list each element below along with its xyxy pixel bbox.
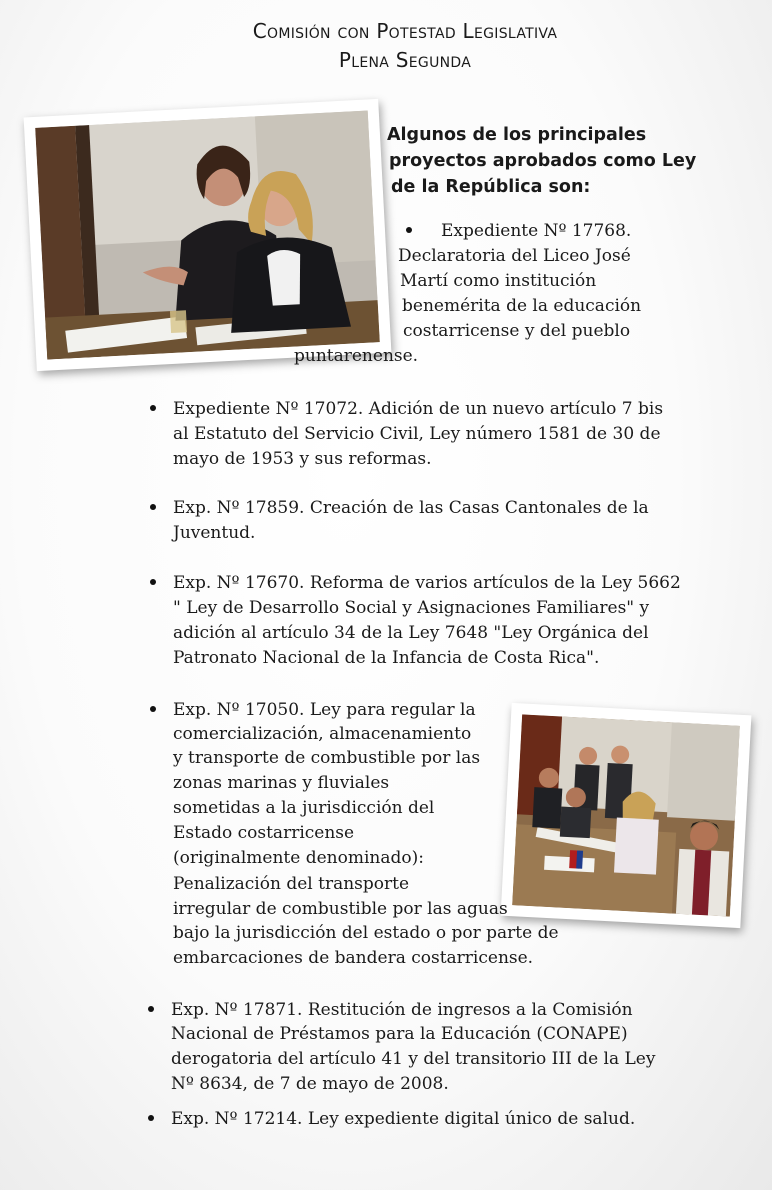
list-item-line: irregular de combustible por las aguas bbox=[173, 899, 508, 919]
list-item-line: sometidas a la jurisdicción del bbox=[173, 798, 435, 818]
list-item-line: Exp. Nº 17670. Reforma de varios artículos de la Ley 5662 bbox=[173, 573, 681, 593]
list-item-line: puntarenense. bbox=[294, 346, 419, 366]
photo-legislators-image bbox=[35, 110, 380, 359]
intro-line: de la República son: bbox=[391, 177, 591, 197]
list-item-line: Nº 8634, de 7 de mayo de 2008. bbox=[171, 1074, 449, 1094]
document-subtitle: Plena Segunda bbox=[338, 48, 472, 72]
list-item-line: comercialización, almacenamiento bbox=[173, 724, 472, 744]
photo-legislators-session bbox=[24, 99, 392, 371]
document-title: Comisión con Potestad Legislativa bbox=[252, 19, 558, 43]
list-item-line: Expediente Nº 17768. bbox=[441, 221, 632, 241]
intro-line: Algunos de los principales bbox=[387, 125, 647, 145]
list-item-line: Nacional de Préstamos para la Educación (CONAPE) bbox=[171, 1024, 628, 1044]
list-item-line: embarcaciones de bandera costarricense. bbox=[173, 948, 534, 968]
list-item-line: Juventud. bbox=[173, 523, 256, 543]
bullet-icon bbox=[148, 1006, 154, 1012]
bullet-icon bbox=[150, 706, 156, 712]
list-item-line: Patronato Nacional de la Infancia de Costa Rica". bbox=[173, 648, 600, 668]
bullet-icon bbox=[150, 405, 156, 411]
list-item-line: Exp. Nº 17050. Ley para regular la bbox=[173, 700, 476, 720]
intro-heading bbox=[387, 122, 717, 200]
list-item-line: Penalización del transporte bbox=[173, 874, 410, 894]
intro-line: proyectos aprobados como Ley bbox=[389, 151, 697, 171]
list-item-line: zonas marinas y fluviales bbox=[173, 773, 390, 793]
list-item-line: costarricense y del pueblo bbox=[403, 321, 631, 341]
photo-committee-session bbox=[501, 703, 752, 928]
list-item-line: mayo de 1953 y sus reformas. bbox=[173, 449, 432, 469]
list-item-line: Estado costarricense bbox=[173, 823, 355, 843]
list-item-line: (originalmente denominado): bbox=[173, 848, 424, 868]
bullet-icon bbox=[150, 504, 156, 510]
list-item-line: derogatoria del artículo 41 y del transitorio III de la Ley bbox=[171, 1049, 656, 1069]
list-item-line: y transporte de combustible por las bbox=[173, 748, 481, 768]
list-item-line: " Ley de Desarrollo Social y Asignaciones Familiares" y bbox=[173, 598, 650, 618]
bullet-icon bbox=[148, 1115, 154, 1121]
list-item-line: Declaratoria del Liceo José bbox=[398, 246, 631, 266]
list-item-line: Martí como institución bbox=[400, 271, 597, 291]
list-item-line: benemérita de la educación bbox=[402, 296, 642, 316]
list-item-line: Expediente Nº 17072. Adición de un nuevo artículo 7 bis bbox=[173, 399, 664, 419]
photo-committee-image bbox=[512, 714, 740, 916]
list-item-line: adición al artículo 34 de la Ley 7648 "Ley Orgánica del bbox=[173, 623, 649, 643]
list-item-line: bajo la jurisdicción del estado o por parte de bbox=[173, 923, 559, 943]
list-item-line: Exp. Nº 17871. Restitución de ingresos a la Comisión bbox=[171, 1000, 633, 1020]
list-item-line: al Estatuto del Servicio Civil, Ley número 1581 de 30 de bbox=[173, 424, 661, 444]
bullet-icon bbox=[406, 227, 412, 233]
list-item-line: Exp. Nº 17859. Creación de las Casas Cantonales de la bbox=[173, 498, 649, 518]
list-item-line: Exp. Nº 17214. Ley expediente digital único de salud. bbox=[171, 1109, 636, 1129]
bullet-icon bbox=[150, 579, 156, 585]
